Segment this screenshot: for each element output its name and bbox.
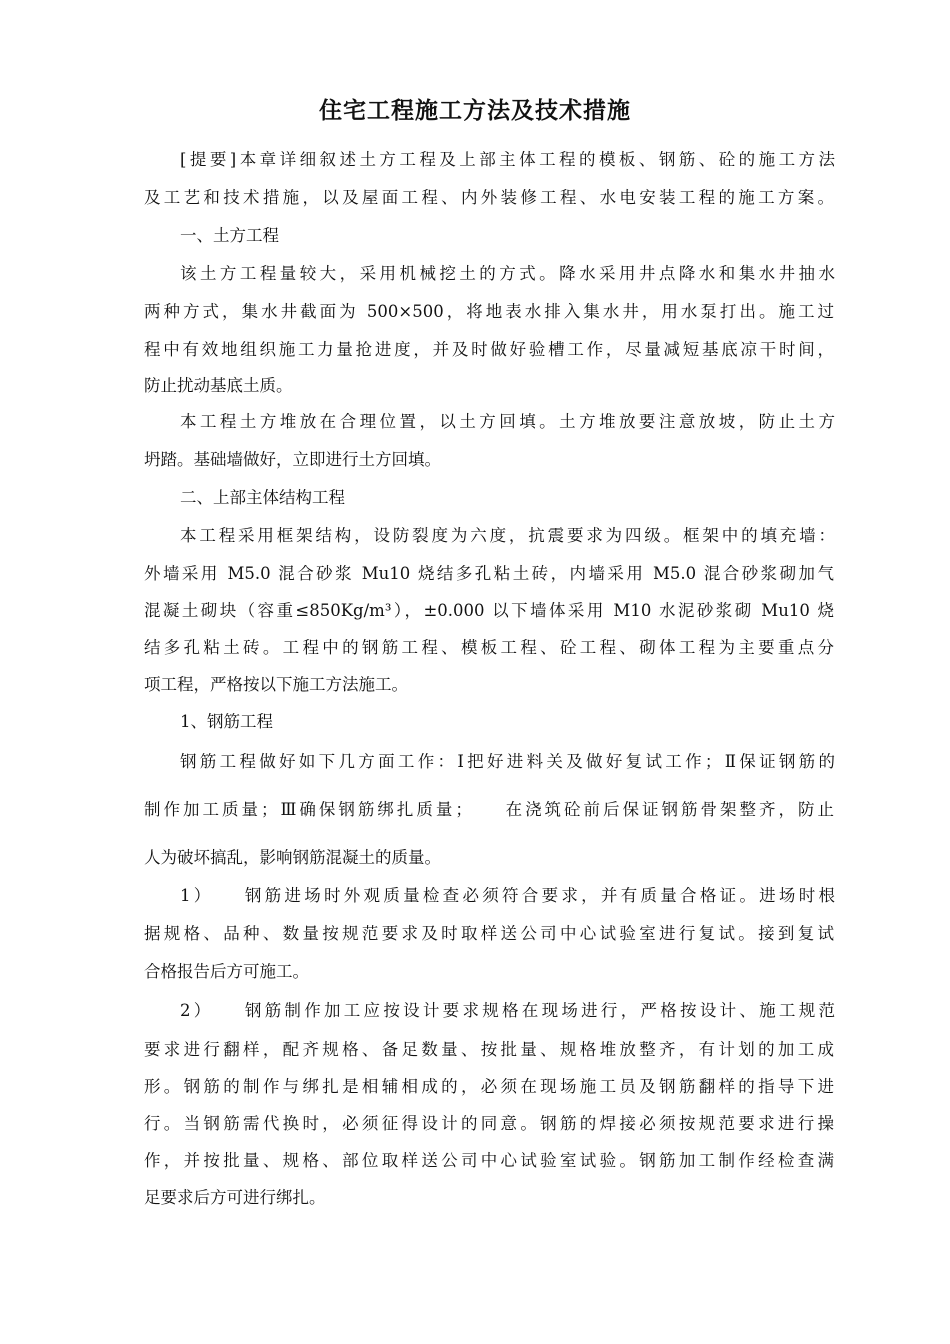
paragraph-line: 本工程土方堆放在合理位置，以土方回填。土方堆放要注意放坡，防止土方 xyxy=(180,412,835,431)
paragraph-line: 行。当钢筋需代换时，必须征得设计的同意。钢筋的焊接必须按规范要求进行操 xyxy=(144,1114,834,1133)
paragraph-line: 合格报告后方可施工。 xyxy=(144,962,309,981)
paragraph-line: 混凝土砌块（容重≤850Kg/m³），±0.000 以下墙体采用 M10 水泥砂浆砌 Mu10 烧 xyxy=(144,601,834,620)
paragraph-line: 外墙采用 M5.0 混合砂浆 Mu10 烧结多孔粘土砖，内墙采用 M5.0 混合砂浆砌加气 xyxy=(144,564,834,583)
section-heading-superstructure: 二、上部主体结构工程 xyxy=(180,488,345,507)
document-title: 住宅工程施工方法及技术措施 xyxy=(319,98,631,124)
paragraph-line: 结多孔粘土砖。工程中的钢筋工程、模板工程、砼工程、砌体工程为主要重点分 xyxy=(144,638,834,657)
paragraph-line: 该土方工程量较大，采用机械挖土的方式。降水采用井点降水和集水井抽水 xyxy=(180,264,835,283)
section-heading-rebar: 1、钢筋工程 xyxy=(180,712,273,731)
paragraph-line: 程中有效地组织施工力量抢进度，并及时做好验槽工作，尽量减短基底凉干时间， xyxy=(144,340,834,359)
paragraph-line: 两种方式，集水井截面为 500×500，将地表水排入集水井，用水泵打出。施工过 xyxy=(144,302,834,321)
summary-line-2: 及工艺和技术措施，以及屋面工程、内外装修工程、水电安装工程的施工方案。 xyxy=(144,188,834,207)
list-item-1-line: 1） 钢筋进场时外观质量检查必须符合要求，并有质量合格证。进场时根 xyxy=(180,886,835,905)
paragraph-line: 要求进行翻样，配齐规格、备足数量、按批量、规格堆放整齐，有计划的加工成 xyxy=(144,1040,834,1059)
paragraph-line: 作，并按批量、规格、部位取样送公司中心试验室试验。钢筋加工制作经检查满 xyxy=(144,1151,834,1170)
section-heading-earthwork: 一、土方工程 xyxy=(180,226,279,245)
paragraph-line: 防止扰动基底土质。 xyxy=(144,376,293,395)
paragraph-line: 项工程，严格按以下施工方法施工。 xyxy=(144,675,408,694)
paragraph-line: 坍踏。基础墙做好，立即进行土方回填。 xyxy=(144,450,441,469)
paragraph-line: 钢筋工程做好如下几方面工作：Ⅰ把好进料关及做好复试工作；Ⅱ保证钢筋的 xyxy=(180,752,835,771)
paragraph-line: 人为破坏搞乱，影响钢筋混凝土的质量。 xyxy=(144,848,441,867)
paragraph-line: 形。钢筋的制作与绑扎是相辅相成的，必须在现场施工员及钢筋翻样的指导下进 xyxy=(144,1077,834,1096)
paragraph-line: 本工程采用框架结构，设防裂度为六度，抗震要求为四级。框架中的填充墙： xyxy=(180,526,835,545)
paragraph-line: 制作加工质量；Ⅲ确保钢筋绑扎质量； 在浇筑砼前后保证钢筋骨架整齐，防止 xyxy=(144,800,834,819)
paragraph-line: 足要求后方可进行绑扎。 xyxy=(144,1188,326,1207)
summary-line-1: [提要]本章详细叙述土方工程及上部主体工程的模板、钢筋、砼的施工方法 xyxy=(180,150,835,169)
list-item-2-line: 2） 钢筋制作加工应按设计要求规格在现场进行，严格按设计、施工规范 xyxy=(180,1001,835,1020)
paragraph-line: 据规格、品种、数量按规范要求及时取样送公司中心试验室进行复试。接到复试 xyxy=(144,924,834,943)
